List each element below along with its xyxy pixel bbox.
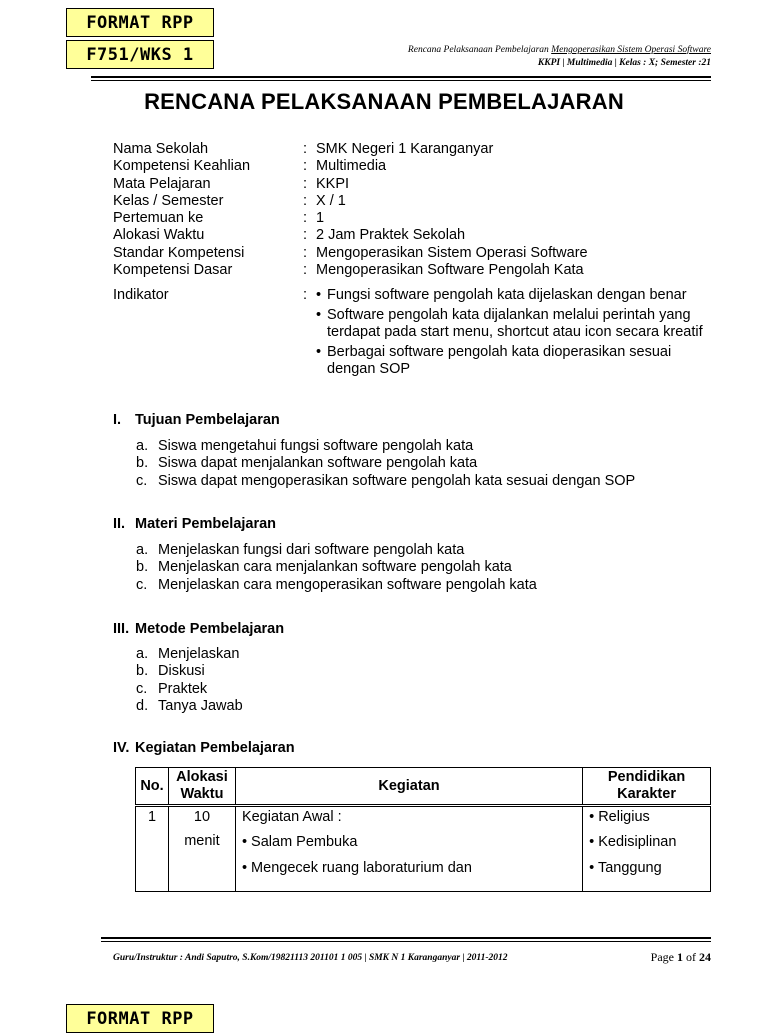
page-word: Page <box>650 950 677 964</box>
indikator-list <box>316 287 716 381</box>
bullet-icon: • <box>589 809 595 825</box>
header-subtitle-line1 <box>408 44 711 57</box>
table-header-row <box>136 768 711 806</box>
info-value: Mengoperasikan Sistem Operasi Software <box>316 244 588 261</box>
indikator-text: Software pengolah kata dijalankan melalui perintah yang terdapat pada start menu, shortcut atau icon secara kreatif <box>327 307 703 340</box>
karakter-text: Religius <box>598 809 650 825</box>
kegiatan-table <box>135 767 711 892</box>
list-text: Praktek <box>158 680 208 697</box>
row-number: 1 <box>147 809 157 825</box>
bullet-icon: • <box>316 287 322 303</box>
list-text: Menjelaskan fungsi dari software pengolah kata <box>158 542 465 558</box>
section-heading <box>113 516 276 532</box>
bullet-icon: • <box>241 834 248 850</box>
bullet-icon: • <box>589 860 595 876</box>
section-title: Tujuan Pembelajaran <box>135 412 280 428</box>
list-item <box>136 473 635 490</box>
page-total: 24 <box>699 950 711 964</box>
info-row <box>113 193 588 210</box>
list-text: Diskusi <box>158 663 205 680</box>
info-row <box>113 262 588 279</box>
header-alokasi-line1: Alokasi <box>176 769 228 785</box>
indikator-colon: : <box>303 287 308 303</box>
section-list <box>136 542 537 594</box>
format-rpp-label: FORMAT RPP <box>66 8 214 37</box>
list-item <box>136 663 243 680</box>
info-value: SMK Negeri 1 Karanganyar <box>316 141 494 157</box>
info-colon: : <box>303 175 308 192</box>
bullet-icon: • <box>241 860 248 876</box>
info-row <box>113 245 588 262</box>
section-number: IV. <box>113 740 130 756</box>
cell-alokasi <box>168 806 235 892</box>
info-label: Alokasi Waktu <box>113 227 205 244</box>
list-marker: a. <box>136 438 149 454</box>
karakter-text: Kedisiplinan <box>598 834 677 850</box>
list-marker: b. <box>136 559 149 576</box>
section-title: Materi Pembelajaran <box>135 516 277 532</box>
info-colon: : <box>303 158 308 175</box>
header-subtitle-plain: Rencana Pelaksanaan Pembelajaran <box>407 45 552 55</box>
cell-no <box>136 806 169 892</box>
header-karakter-line1: Pendidikan <box>607 769 686 785</box>
document-header-subtitle <box>408 44 711 70</box>
list-text: Menjelaskan <box>158 646 240 662</box>
indikator-label: Indikator <box>113 287 169 303</box>
info-row <box>113 176 588 193</box>
list-marker: b. <box>136 455 149 472</box>
kegiatan-text: Mengecek ruang laboraturium dan <box>251 860 472 876</box>
section-number: III. <box>113 621 130 637</box>
info-block <box>113 141 588 279</box>
list-item <box>136 681 243 698</box>
info-value: Mengoperasikan Software Pengolah Kata <box>316 262 584 279</box>
list-text: Siswa dapat mengoperasikan software pengolah kata sesuai dengan SOP <box>158 472 636 489</box>
info-value: KKPI <box>316 175 350 192</box>
indikator-item <box>316 344 716 378</box>
kegiatan-item <box>242 829 576 855</box>
list-item <box>136 542 537 559</box>
list-item <box>136 646 243 663</box>
header-no: No. <box>136 768 169 806</box>
page-title: RENCANA PELAKSANAAN PEMBELAJARAN <box>144 89 624 114</box>
table-row <box>136 806 711 892</box>
list-item <box>136 438 635 455</box>
page-of: of <box>683 950 699 964</box>
header-rule-thick <box>91 76 711 78</box>
footer-rule-thin <box>101 941 711 942</box>
info-label: Kelas / Semester <box>113 192 224 209</box>
list-marker: b. <box>136 663 149 680</box>
info-colon: : <box>303 227 308 244</box>
karakter-text: Tanggung <box>597 860 662 876</box>
indikator-item <box>316 287 716 304</box>
indikator-item <box>316 307 716 341</box>
header-kegiatan: Kegiatan <box>235 768 582 806</box>
list-marker: c. <box>136 472 148 489</box>
karakter-item <box>589 807 704 827</box>
info-value: 2 Jam Praktek Sekolah <box>316 227 466 244</box>
info-colon: : <box>303 210 308 227</box>
list-marker: c. <box>136 576 148 593</box>
kegiatan-text: Salam Pembuka <box>251 834 358 850</box>
page-current: 1 <box>677 950 683 964</box>
list-item <box>136 577 537 594</box>
info-label: Kompetensi Dasar <box>113 262 233 279</box>
header-karakter <box>583 768 711 806</box>
list-marker: a. <box>136 542 149 558</box>
time-unit: menit <box>184 833 220 849</box>
section-title: Metode Pembelajaran <box>135 621 285 637</box>
info-row <box>113 227 588 244</box>
section-heading <box>113 621 284 637</box>
info-row <box>113 210 588 227</box>
cell-karakter <box>583 806 711 892</box>
info-colon: : <box>303 141 308 157</box>
page-number <box>651 950 711 965</box>
header-rule-thin <box>91 80 711 81</box>
info-label: Nama Sekolah <box>113 141 209 157</box>
kegiatan-title: Kegiatan Awal : <box>241 809 342 825</box>
list-text: Menjelaskan cara mengoperasikan software pengolah kata <box>158 576 537 593</box>
next-page-format-label: FORMAT RPP <box>66 1004 214 1033</box>
bullet-icon: • <box>316 307 322 323</box>
bullet-icon: • <box>316 344 322 360</box>
list-text: Menjelaskan cara menjalankan software pengolah kata <box>158 559 512 576</box>
karakter-item <box>589 829 704 855</box>
info-colon: : <box>303 262 308 279</box>
header-alokasi <box>168 768 235 806</box>
info-row <box>113 158 588 175</box>
section-title: Kegiatan Pembelajaran <box>135 740 295 756</box>
list-marker: c. <box>136 680 148 697</box>
info-label: Kompetensi Keahlian <box>113 158 251 175</box>
header-karakter-line2: Karakter <box>617 786 676 802</box>
info-label: Standar Kompetensi <box>113 244 245 261</box>
bullet-icon: • <box>589 834 595 850</box>
header-alokasi-line2: Waktu <box>180 786 224 802</box>
section-heading <box>113 740 295 756</box>
document-code-label: F751/WKS 1 <box>66 40 214 69</box>
info-value: X / 1 <box>316 192 346 209</box>
info-value: Multimedia <box>316 158 387 175</box>
list-text: Siswa dapat menjalankan software pengolah kata <box>158 455 478 472</box>
info-label: Mata Pelajaran <box>113 175 211 192</box>
section-number: II. <box>113 516 126 532</box>
footer-rule-thick <box>101 937 711 939</box>
indikator-text: Berbagai software pengolah kata dioperasikan sesuai dengan SOP <box>327 344 672 377</box>
list-marker: a. <box>136 646 149 662</box>
list-marker: d. <box>136 697 149 714</box>
header-subtitle-underlined: Mengoperasikan Sistem Operasi Software <box>551 45 711 55</box>
info-colon: : <box>303 244 308 261</box>
header-subtitle-line2: KKPI | Multimedia | Kelas : X; Semester :21 <box>537 58 711 68</box>
info-value: 1 <box>316 210 325 227</box>
section-heading <box>113 412 280 428</box>
footer-author: Guru/Instruktur : Andi Saputro, S.Kom/19821113 201101 1 005 | SMK N 1 Karanganyar | 2011-2012 <box>113 953 508 963</box>
list-text: Tanya Jawab <box>158 697 243 714</box>
list-item <box>136 698 243 715</box>
list-item <box>136 455 635 472</box>
section-list <box>136 438 635 490</box>
section-number: I. <box>113 412 122 428</box>
info-label: Pertemuan ke <box>113 210 204 227</box>
karakter-item <box>589 855 704 881</box>
cell-kegiatan <box>235 806 582 892</box>
kegiatan-item <box>242 855 576 881</box>
info-row <box>113 141 588 158</box>
time-value: 10 <box>193 809 211 825</box>
indikator-text: Fungsi software pengolah kata dijelaskan dengan benar <box>327 287 687 303</box>
section-list <box>136 646 243 715</box>
list-item <box>136 559 537 576</box>
info-colon: : <box>303 192 308 209</box>
list-text: Siswa mengetahui fungsi software pengolah kata <box>158 438 474 454</box>
